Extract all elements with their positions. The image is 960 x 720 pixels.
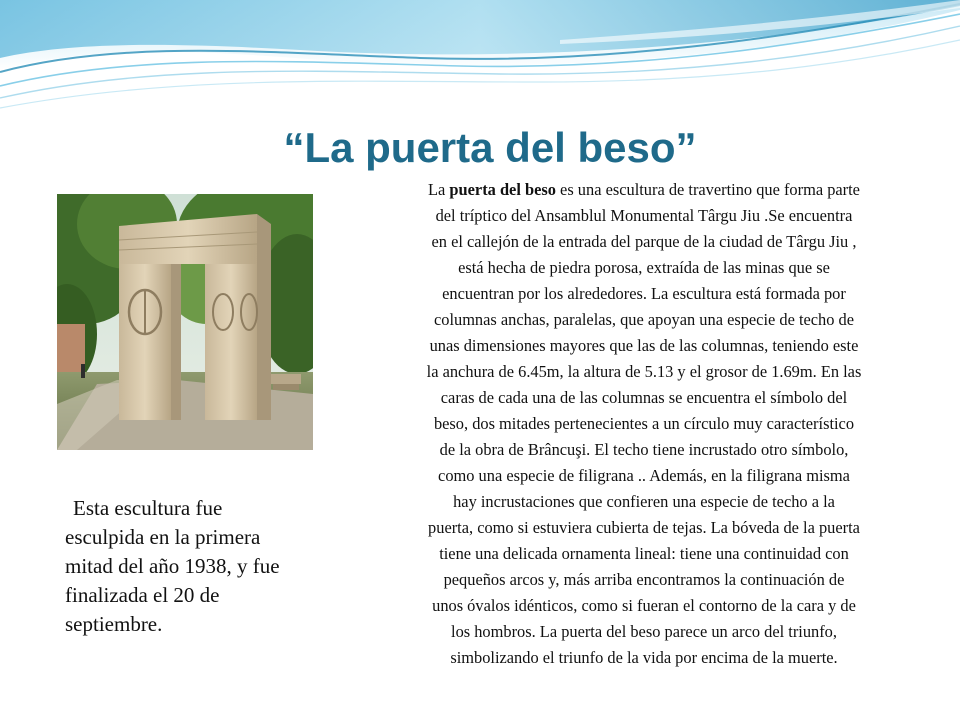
description-line-text: es una escultura de travertino que forma parte <box>555 180 860 199</box>
description-lead: La <box>428 180 450 199</box>
caption-line: mitad del año 1938, y fue <box>65 554 280 578</box>
description-line: encuentran por los alrededores. La escultura está formada por <box>442 284 846 303</box>
description-line: pequeños arcos y, más arriba encontramos la continuación de <box>443 570 845 589</box>
description-lead-bold: puerta del beso <box>449 180 556 199</box>
caption-line: finalizada el 20 de <box>65 583 220 607</box>
caption-line: esculpida en la primera <box>65 525 261 549</box>
page-title: “La puerta del beso” <box>283 124 697 171</box>
description-line: en el callejón de la entrada del parque de la ciudad de Târgu Jiu , <box>431 232 857 251</box>
description-line: unas dimensiones mayores que las de las columnas, teniendo este <box>429 336 859 355</box>
description-line: simbolizando el triunfo de la vida por encima de la muerte. <box>450 648 838 667</box>
description-line: del tríptico del Ansamblul Monumental Târgu Jiu .Se encuentra <box>435 206 853 225</box>
description-line: caras de cada una de las columnas se encuentra el símbolo del <box>440 388 848 407</box>
description-line: de la obra de Brâncuşi. El techo tiene incrustado otro símbolo, <box>439 440 849 459</box>
description-line: puerta, como si estuviera cubierta de tejas. La bóveda de la puerta <box>428 518 860 537</box>
gate-of-the-kiss-photo <box>57 194 313 450</box>
description-line: unos óvalos idénticos, como si fueran el contorno de la cara y de <box>432 596 856 615</box>
description-line: como una especie de filigrana .. Además, en la filigrana misma <box>438 466 850 485</box>
description-line: hay incrustaciones que confieren una especie de techo a la <box>453 492 835 511</box>
description-line: beso, dos mitades pertenecientes a un círculo muy característico <box>433 414 855 433</box>
caption-line: Esta escultura fue <box>73 496 223 520</box>
caption-text <box>65 494 327 639</box>
description-line: está hecha de piedra porosa, extraída de las minas que se <box>458 258 830 277</box>
description-line: columnas anchas, paralelas, que apoyan una especie de techo de <box>433 310 855 329</box>
description-line <box>334 177 954 203</box>
description-line: la anchura de 6.45m, la altura de 5.13 y el grosor de 1.69m. En las <box>426 362 862 381</box>
description-line: los hombros. La puerta del beso parece un arco del triunfo, <box>451 622 837 641</box>
description-text <box>334 177 954 671</box>
caption-line: septiembre. <box>65 612 163 636</box>
description-line: tiene una delicada ornamenta lineal: tiene una continuidad con <box>439 544 849 563</box>
header-wave-decoration <box>0 0 960 120</box>
